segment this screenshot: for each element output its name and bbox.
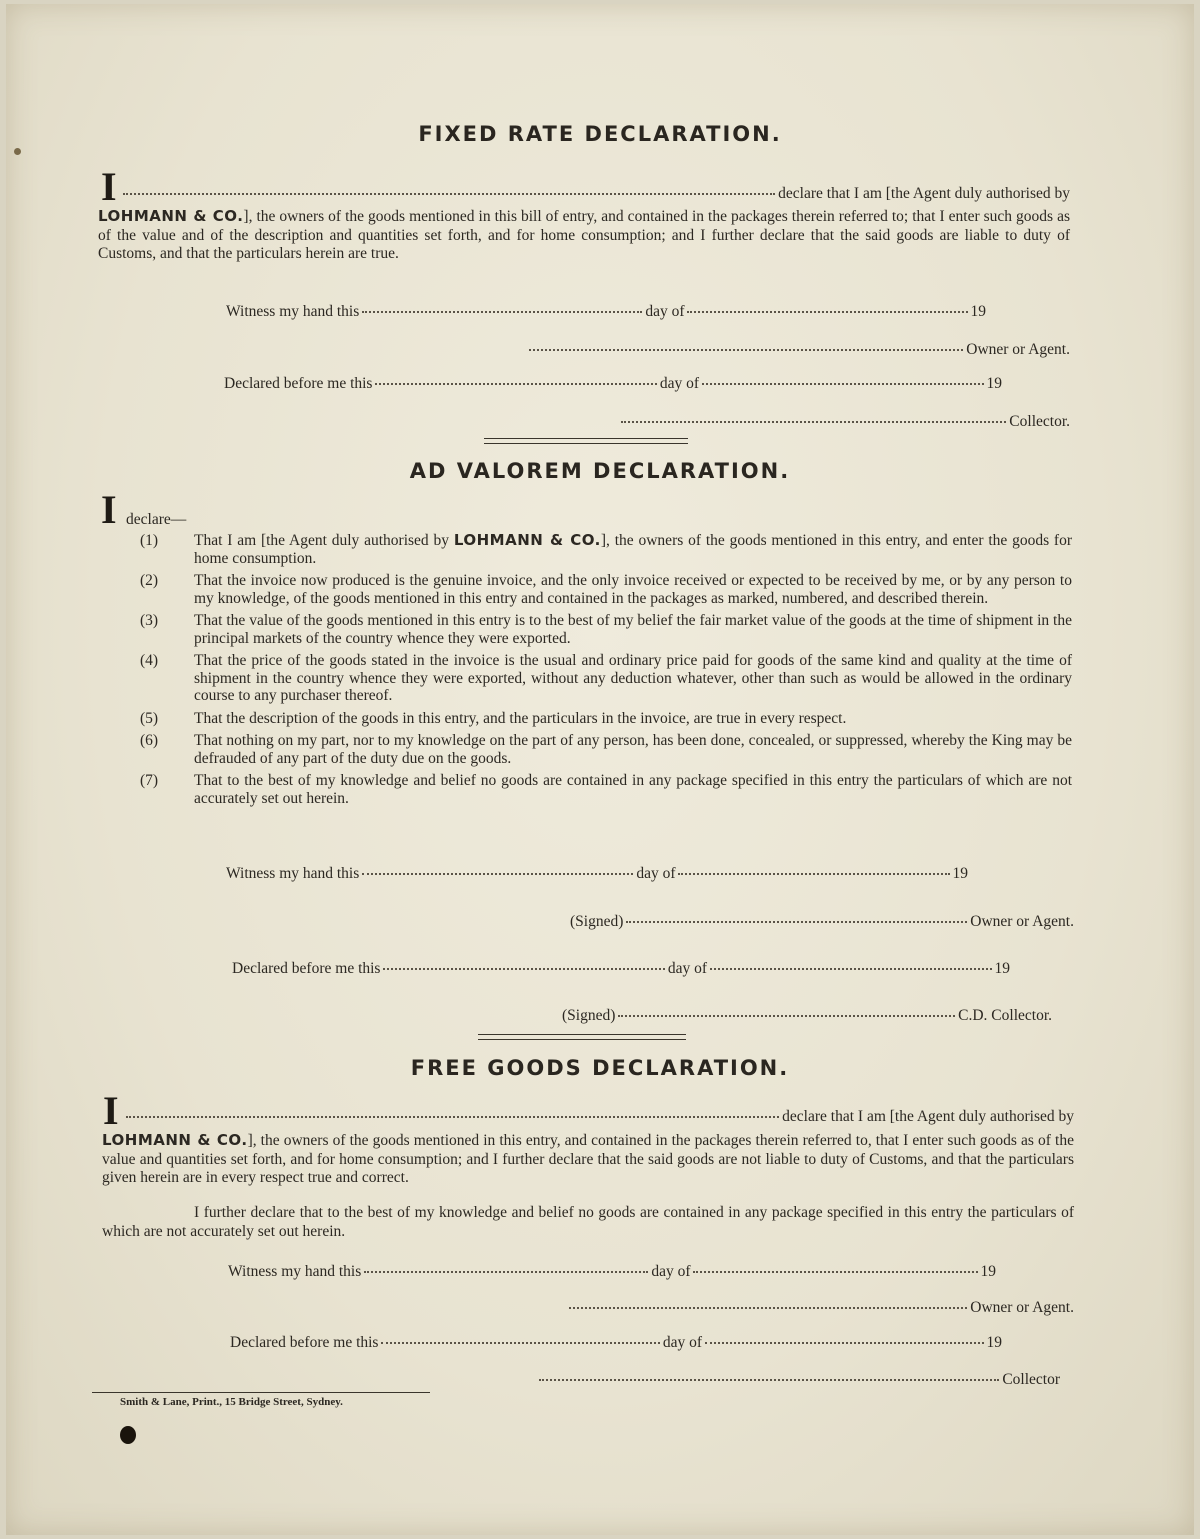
witness-day-field[interactable] (362, 311, 642, 313)
divider-rule (484, 443, 688, 444)
printer-imprint: Smith & Lane, Print., 15 Bridge Street, Sydney. (120, 1396, 343, 1408)
list-item: (6) That nothing on my part, nor to my knowledge on the part of any person, has been done, concealed, or suppressed, whereby the King may be defrauded of any part of the duty due on the goods. (140, 732, 1072, 767)
witness-label: Witness my hand this (226, 303, 360, 320)
fixed-collector-line (618, 413, 1070, 431)
day-of-label: day of (659, 375, 700, 392)
witness-label: Witness my hand this (226, 865, 360, 882)
fixed-paragraph (98, 207, 1070, 264)
divider-rule (484, 438, 688, 439)
fixed-declarant-line (120, 185, 1070, 203)
free-witness-line (228, 1263, 996, 1281)
declared-label: Declared before me this (232, 960, 381, 977)
list-item: (1) That I am [the Agent duly authorised by LOHMANN & CO.], the owners of the goods mentioned in this entry, and enter the goods for home consumption. (140, 531, 1072, 567)
advalorem-declared-line (232, 960, 1010, 978)
stain-spot (14, 148, 21, 155)
collector-label: C.D. Collector. (958, 1007, 1052, 1024)
fixed-owner-line (526, 341, 1070, 359)
witness-month-field[interactable] (678, 873, 949, 875)
day-of-label: day of (662, 1334, 703, 1351)
advalorem-owner-line (570, 913, 1074, 931)
free-owner-line (566, 1299, 1074, 1317)
list-item: (7) That to the best of my knowledge and belief no goods are contained in any package specified in this entry the particulars of which are not accurately set out herein. (140, 772, 1072, 807)
ad-valorem-title: AD VALOREM DECLARATION. (409, 459, 791, 483)
collector-signature-field[interactable] (539, 1379, 999, 1381)
collector-label: Collector. (1009, 413, 1070, 430)
fixed-declared-line (224, 375, 1002, 393)
owner-signature-field[interactable] (569, 1307, 967, 1309)
owner-signature-field[interactable] (529, 349, 963, 351)
advalorem-witness-line (226, 865, 968, 883)
day-of-label: day of (645, 303, 685, 320)
owner-label: Owner or Agent. (966, 341, 1070, 358)
divider-rule (478, 1039, 686, 1040)
fixed-rate-title: FIXED RATE DECLARATION. (418, 122, 782, 146)
day-of-label: day of (651, 1263, 691, 1280)
footer-rule (92, 1392, 430, 1393)
owner-label: Owner or Agent. (970, 913, 1074, 930)
witness-label: Witness my hand this (228, 1263, 362, 1280)
advalorem-big-i: I (101, 487, 117, 532)
witness-day-field[interactable] (364, 1271, 648, 1273)
year-prefix: 19 (980, 1263, 997, 1280)
fixed-witness-line (226, 303, 986, 321)
declared-day-field[interactable] (381, 1342, 659, 1344)
owner-label: Owner or Agent. (970, 1299, 1074, 1316)
free-goods-title: FREE GOODS DECLARATION. (410, 1056, 790, 1080)
signed-label: (Signed) (570, 913, 624, 930)
signed-label: (Signed) (562, 1007, 616, 1024)
collector-label: Collector (1002, 1371, 1060, 1388)
fixed-para-text: ], the owners of the goods mentioned in this bill of entry, and contained in the packages therein referred to; that I enter such goods as of the value and of the description and quantities set forth, and for home consumption; and I further declare that the said goods are liable to duty of Customs, and that the particulars herein are true. (98, 208, 1070, 262)
free-big-i: I (103, 1088, 119, 1133)
year-prefix: 19 (970, 303, 987, 320)
declare-label: declare— (126, 511, 187, 528)
ink-blot (120, 1426, 136, 1444)
witness-month-field[interactable] (687, 311, 967, 313)
witness-month-field[interactable] (693, 1271, 977, 1273)
declared-label: Declared before me this (224, 375, 373, 392)
declared-month-field[interactable] (702, 383, 983, 385)
free-declarant-line (123, 1108, 1074, 1126)
declared-month-field[interactable] (710, 968, 991, 970)
fixed-big-i: I (101, 164, 117, 209)
declared-day-field[interactable] (383, 968, 664, 970)
divider-rule (478, 1034, 686, 1035)
company-name: LOHMANN & CO. (453, 531, 601, 549)
list-item: (2) That the invoice now produced is the genuine invoice, and the only invoice received or expected to be received by me, or by any person to my knowledge, of the goods mentioned in this entry and contained in the packages as marked, numbered, and described therein. (140, 572, 1072, 607)
declaration-items (140, 532, 1072, 812)
declarant-name-field[interactable] (123, 193, 775, 195)
list-item: (4) That the price of the goods stated in the invoice is the usual and ordinary price paid for goods of the same kind and quality at the time of shipment in the country whence they were exported, without any deduction whatever, other than such as would be allowed in the ordinary course to any purchaser thereof. (140, 652, 1072, 704)
year-prefix: 19 (986, 1334, 1003, 1351)
free-paragraph (102, 1131, 1074, 1188)
list-item: (3) That the value of the goods mentioned in this entry is to the best of my belief the fair market value of the goods at the time of shipment in the principal markets of the country whence they were exported. (140, 612, 1072, 647)
year-prefix: 19 (952, 865, 969, 882)
collector-signature-field[interactable] (618, 1015, 955, 1017)
year-prefix: 19 (986, 375, 1003, 392)
form-page (6, 4, 1194, 1535)
free-paragraph-2: I further declare that to the best of my knowledge and belief no goods are contained in any package specified in this entry the particulars of which are not accurately set out herein. (102, 1204, 1074, 1240)
free-para-text: ], the owners of the goods mentioned in this entry, and contained in the packages therein referred to, that I enter such goods as of the value and quantities set forth, and for home consumption; and I further declare that the said goods are not liable to duty of Customs, and that the particulars given herein are in every respect true and correct. (102, 1132, 1074, 1186)
year-prefix: 19 (994, 960, 1011, 977)
declared-month-field[interactable] (705, 1342, 983, 1344)
fixed-line1-text: declare that I am [the Agent duly authorised by (778, 185, 1070, 202)
free-declared-line (230, 1334, 1002, 1352)
declared-day-field[interactable] (375, 383, 656, 385)
free-collector-line (536, 1371, 1060, 1389)
free-line1-text: declare that I am [the Agent duly authorised by (782, 1108, 1074, 1125)
advalorem-collector-line (562, 1007, 1052, 1025)
list-item: (5) That the description of the goods in this entry, and the particulars in the invoice, are true in every respect. (140, 709, 847, 727)
day-of-label: day of (667, 960, 708, 977)
witness-day-field[interactable] (362, 873, 633, 875)
declarant-name-field[interactable] (126, 1116, 779, 1118)
collector-signature-field[interactable] (621, 421, 1006, 423)
company-name: LOHMANN & CO. (98, 207, 244, 225)
owner-signature-field[interactable] (626, 921, 967, 923)
day-of-label: day of (636, 865, 676, 882)
declared-label: Declared before me this (230, 1334, 379, 1351)
company-name: LOHMANN & CO. (102, 1131, 248, 1149)
